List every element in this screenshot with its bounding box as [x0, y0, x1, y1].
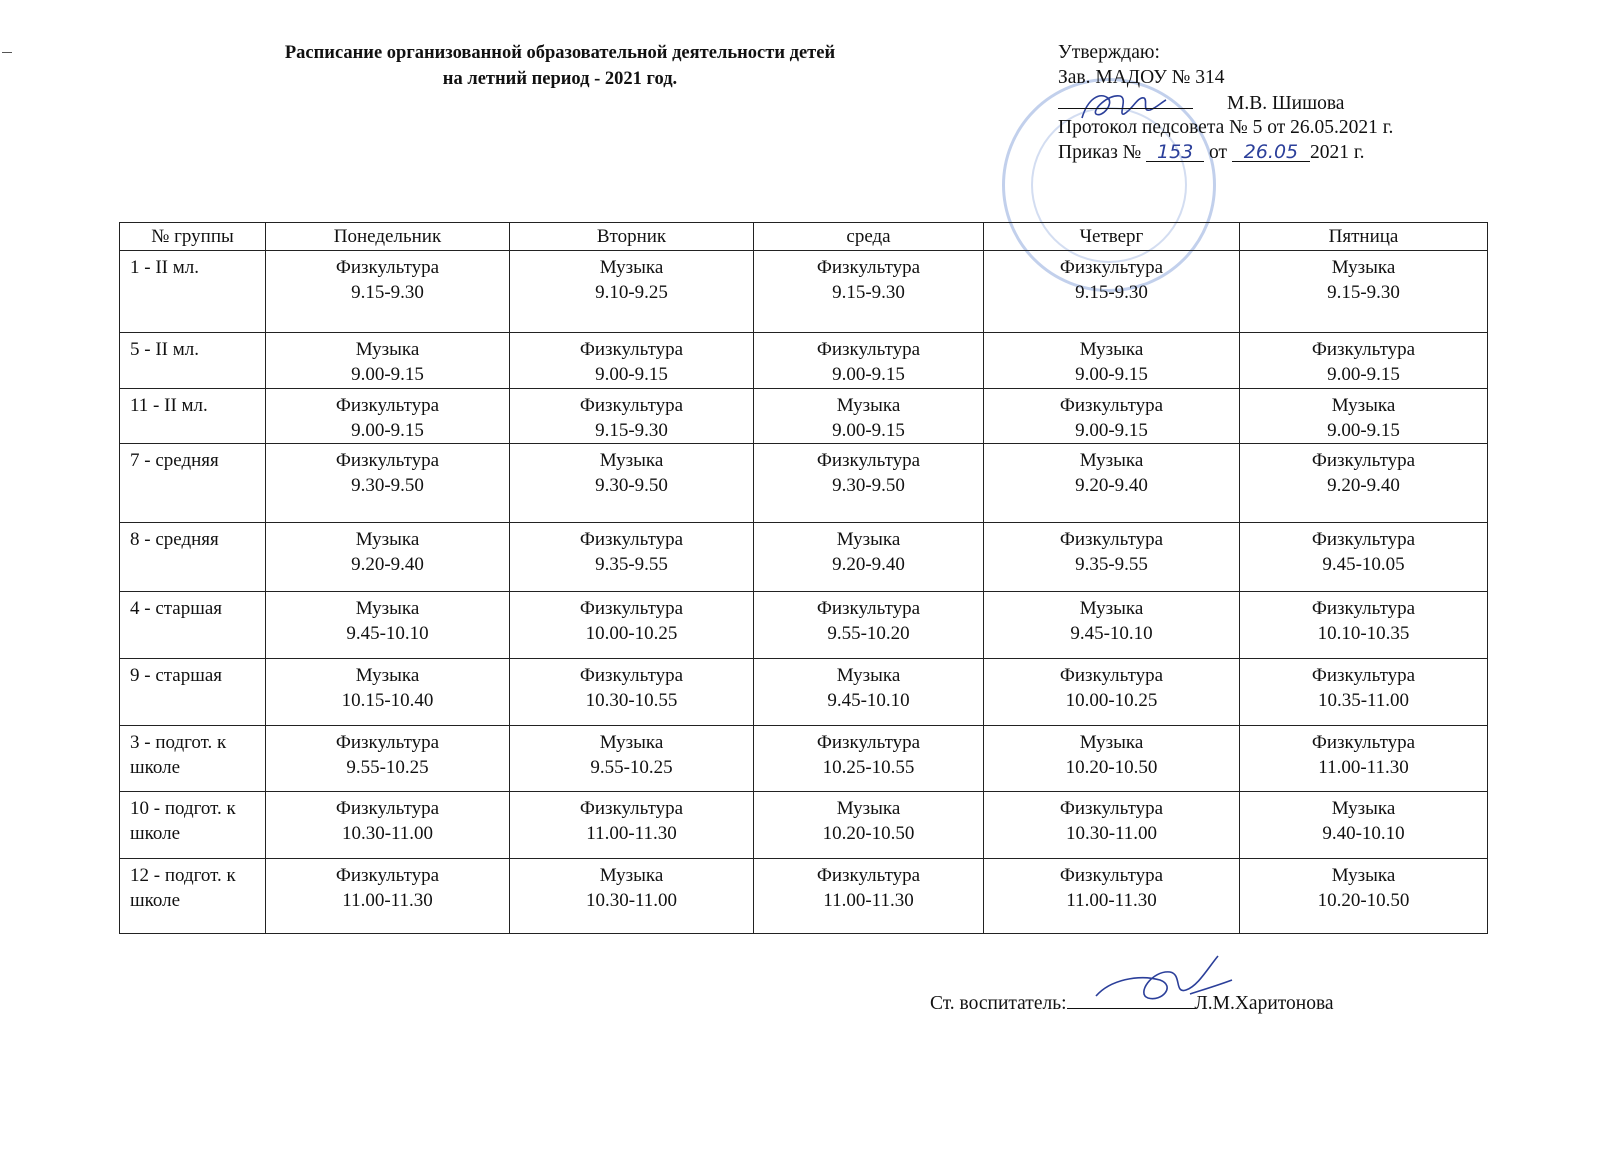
lesson-cell [510, 444, 754, 523]
lesson-cell [984, 725, 1240, 792]
lesson-cell [510, 388, 754, 444]
time: 9.40-10.10 [1322, 823, 1405, 845]
activity: Физкультура [579, 338, 684, 360]
activity: Физкультура [335, 865, 440, 887]
lesson-cell [754, 725, 984, 792]
lesson-cell [754, 658, 984, 725]
table-row [120, 725, 1488, 792]
activity: Физкультура [579, 664, 684, 686]
time: 9.20-9.40 [1327, 475, 1400, 497]
header-friday: Пятница [1240, 223, 1488, 251]
lesson-cell [510, 859, 754, 934]
activity: Музыка [599, 450, 664, 472]
activity: Музыка [1079, 450, 1144, 472]
time: 10.30-11.00 [1065, 823, 1158, 845]
lesson-cell [984, 251, 1240, 333]
lesson-cell [266, 251, 510, 333]
head-signature-line [1058, 90, 1193, 109]
lesson-cell [266, 388, 510, 444]
activity: Музыка [836, 529, 901, 551]
lesson-cell [754, 591, 984, 658]
header-thursday: Четверг [984, 223, 1240, 251]
activity: Физкультура [579, 798, 684, 820]
lesson-cell [754, 332, 984, 388]
lesson-cell [754, 251, 984, 333]
time: 11.00-11.30 [586, 823, 677, 845]
lesson-cell [266, 523, 510, 592]
activity: Физкультура [579, 597, 684, 619]
activity: Музыка [1079, 338, 1144, 360]
table-row [120, 591, 1488, 658]
activity: Физкультура [335, 394, 440, 416]
head-name: М.В. Шишова [1227, 93, 1345, 114]
lesson-cell [1240, 658, 1488, 725]
activity: Физкультура [816, 338, 921, 360]
activity: Музыка [355, 529, 420, 551]
activity: Физкультура [579, 529, 684, 551]
time: 9.20-9.40 [832, 554, 905, 576]
time: 9.10-9.25 [595, 282, 668, 303]
time: 9.00-9.15 [832, 419, 905, 441]
lesson-cell [754, 388, 984, 444]
time: 9.45-10.10 [1070, 622, 1153, 644]
activity: Музыка [355, 597, 420, 619]
activity: Физкультура [335, 257, 440, 278]
time: 9.30-9.50 [832, 475, 905, 497]
lesson-cell [984, 444, 1240, 523]
lesson-cell [510, 332, 754, 388]
order-date: 26.05 [1232, 143, 1310, 162]
time: 9.45-10.10 [346, 622, 429, 644]
lesson-cell [754, 523, 984, 592]
group-cell: 5 - II мл. [120, 332, 266, 388]
time: 10.35-11.00 [1317, 689, 1410, 711]
header-group: № группы [120, 223, 266, 251]
time: 9.55-10.25 [590, 756, 673, 778]
lesson-cell [984, 332, 1240, 388]
activity: Музыка [599, 257, 664, 278]
lesson-cell [510, 658, 754, 725]
lesson-cell [1240, 444, 1488, 523]
activity: Музыка [1331, 865, 1396, 887]
lesson-cell [984, 859, 1240, 934]
group-cell: 12 - подгот. к школе [120, 859, 266, 934]
time: 9.15-9.30 [1327, 282, 1400, 303]
time: 9.00-9.15 [832, 363, 905, 385]
activity: Физкультура [1059, 664, 1164, 686]
activity: Музыка [1079, 597, 1144, 619]
activity: Музыка [599, 865, 664, 887]
header-wednesday: среда [754, 223, 984, 251]
lesson-cell [1240, 251, 1488, 333]
group-cell: 10 - подгот. к школе [120, 792, 266, 859]
activity: Музыка [599, 731, 664, 753]
activity: Физкультура [1059, 257, 1164, 278]
group-cell: 11 - II мл. [120, 388, 266, 444]
activity: Музыка [1079, 731, 1144, 753]
lesson-cell [266, 725, 510, 792]
lesson-cell [1240, 523, 1488, 592]
group-cell: 4 - старшая [120, 591, 266, 658]
lesson-cell [984, 792, 1240, 859]
protocol-line: Протокол педсовета № 5 от 26.05.2021 г. [1058, 117, 1394, 138]
lesson-cell [1240, 591, 1488, 658]
time: 9.45-10.05 [1322, 554, 1405, 576]
time: 11.00-11.30 [1066, 890, 1157, 912]
activity: Физкультура [816, 257, 921, 278]
lesson-cell [1240, 388, 1488, 444]
approval-label: Утверждаю: [1058, 42, 1160, 63]
approval-position: Зав. МАДОУ № 314 [1058, 67, 1225, 88]
lesson-cell [510, 591, 754, 658]
activity: Музыка [836, 798, 901, 820]
activity: Музыка [355, 338, 420, 360]
time: 9.45-10.10 [827, 689, 910, 711]
activity: Музыка [836, 664, 901, 686]
time: 9.55-10.25 [346, 756, 429, 778]
time: 11.00-11.30 [1318, 756, 1409, 778]
time: 9.15-9.30 [1075, 282, 1148, 303]
order-year: 2021 г. [1309, 142, 1365, 163]
lesson-cell [1240, 859, 1488, 934]
table-row [120, 792, 1488, 859]
group-cell: 7 - средняя [120, 444, 266, 523]
time: 10.15-10.40 [341, 689, 434, 711]
time: 10.00-10.25 [1065, 689, 1158, 711]
activity: Физкультура [816, 865, 921, 887]
time: 10.00-10.25 [585, 622, 678, 644]
activity: Физкультура [816, 597, 921, 619]
lesson-cell [1240, 332, 1488, 388]
lesson-cell [266, 444, 510, 523]
time: 9.00-9.15 [351, 419, 424, 441]
activity: Физкультура [1311, 338, 1416, 360]
lesson-cell [510, 725, 754, 792]
time: 10.30-11.00 [585, 890, 678, 912]
footer-name: Л.М.Харитонова [1194, 993, 1334, 1014]
activity: Физкультура [1311, 529, 1416, 551]
lesson-cell [266, 658, 510, 725]
margin-dash [2, 52, 12, 53]
time: 11.00-11.30 [342, 890, 433, 912]
activity: Физкультура [1059, 529, 1164, 551]
time: 9.00-9.15 [1327, 363, 1400, 385]
time: 11.00-11.30 [823, 890, 914, 912]
activity: Физкультура [335, 798, 440, 820]
table-row [120, 859, 1488, 934]
activity: Музыка [836, 394, 901, 416]
time: 10.10-10.35 [1317, 622, 1410, 644]
activity: Физкультура [335, 450, 440, 472]
time: 10.30-11.00 [341, 823, 434, 845]
time: 10.25-10.55 [822, 756, 915, 778]
activity: Физкультура [1059, 394, 1164, 416]
lesson-cell [510, 523, 754, 592]
group-cell: 3 - подгот. к школе [120, 725, 266, 792]
time: 9.00-9.15 [351, 363, 424, 385]
lesson-cell [754, 444, 984, 523]
time: 9.35-9.55 [595, 554, 668, 576]
time: 9.20-9.40 [1075, 475, 1148, 497]
activity: Музыка [1331, 394, 1396, 416]
time: 9.00-9.15 [1327, 419, 1400, 441]
time: 9.15-9.30 [832, 282, 905, 303]
approval-block [1058, 40, 1578, 165]
lesson-cell [984, 658, 1240, 725]
time: 10.30-10.55 [585, 689, 678, 711]
table-row [120, 444, 1488, 523]
lesson-cell [266, 859, 510, 934]
activity: Физкультура [1059, 798, 1164, 820]
time: 9.00-9.15 [1075, 419, 1148, 441]
order-from: от [1209, 142, 1228, 163]
group-cell: 1 - II мл. [120, 251, 266, 333]
order-line [1058, 140, 1578, 165]
activity: Физкультура [579, 394, 684, 416]
header-row [120, 223, 1488, 251]
time: 9.55-10.20 [827, 622, 910, 644]
time: 10.20-10.50 [1065, 756, 1158, 778]
lesson-cell [754, 859, 984, 934]
title-line-2: на летний период - 2021 год. [442, 69, 678, 89]
header-tuesday: Вторник [510, 223, 754, 251]
lesson-cell [266, 332, 510, 388]
lesson-cell [984, 388, 1240, 444]
time: 9.20-9.40 [351, 554, 424, 576]
title-line-1: Расписание организованной образовательной деятельности детей [284, 43, 836, 63]
table-row [120, 332, 1488, 388]
time: 10.20-10.50 [1317, 890, 1410, 912]
activity: Физкультура [1311, 597, 1416, 619]
activity: Музыка [1331, 257, 1396, 278]
table-row [120, 251, 1488, 333]
table-row [120, 523, 1488, 592]
time: 9.15-9.30 [351, 282, 424, 303]
time: 9.00-9.15 [595, 363, 668, 385]
activity: Физкультура [1059, 865, 1164, 887]
time: 9.30-9.50 [595, 475, 668, 497]
lesson-cell [510, 792, 754, 859]
document-title [190, 40, 930, 92]
activity: Музыка [1331, 798, 1396, 820]
order-number: 153 [1146, 143, 1204, 162]
lesson-cell [984, 591, 1240, 658]
time: 9.15-9.30 [595, 419, 668, 441]
activity: Физкультура [1311, 664, 1416, 686]
table-row [120, 388, 1488, 444]
table-row [120, 658, 1488, 725]
time: 9.30-9.50 [351, 475, 424, 497]
lesson-cell [754, 792, 984, 859]
order-prefix: Приказ № [1058, 142, 1142, 163]
header-monday: Понедельник [266, 223, 510, 251]
lesson-cell [266, 792, 510, 859]
time: 9.00-9.15 [1075, 363, 1148, 385]
activity: Физкультура [816, 731, 921, 753]
group-cell: 9 - старшая [120, 658, 266, 725]
activity: Музыка [355, 664, 420, 686]
group-cell: 8 - средняя [120, 523, 266, 592]
time: 9.35-9.55 [1075, 554, 1148, 576]
approval-signature-row [1058, 90, 1578, 115]
activity: Физкультура [1311, 731, 1416, 753]
activity: Физкультура [335, 731, 440, 753]
activity: Физкультура [816, 450, 921, 472]
footer-role: Ст. воспитатель: [930, 993, 1067, 1014]
lesson-cell [266, 591, 510, 658]
schedule-table [119, 222, 1488, 934]
lesson-cell [1240, 792, 1488, 859]
lesson-cell [510, 251, 754, 333]
teacher-signature [1090, 950, 1240, 1010]
activity: Физкультура [1311, 450, 1416, 472]
lesson-cell [984, 523, 1240, 592]
time: 10.20-10.50 [822, 823, 915, 845]
lesson-cell [1240, 725, 1488, 792]
